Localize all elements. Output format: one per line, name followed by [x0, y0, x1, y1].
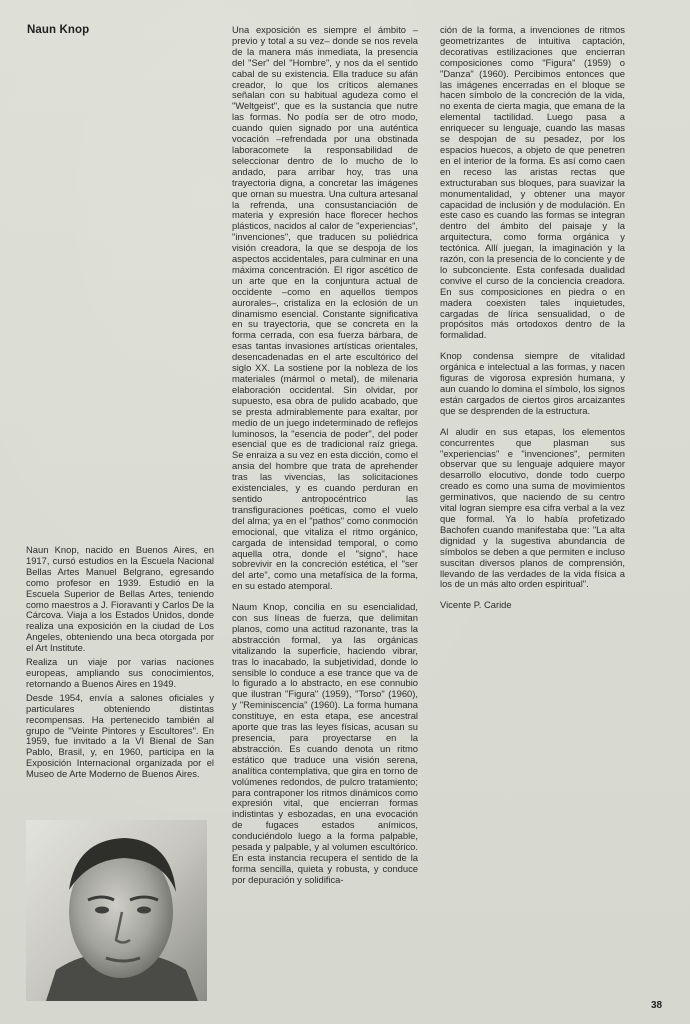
- artist-portrait-photo: [26, 820, 207, 1001]
- bio-paragraph: Naun Knop, nacido en Buenos Aires, en 1917, cursó estudios en la Escuela Nacional Bellas Artes Manuel Belgrano, egresando como profesor en 1939. Estudió en la Escuela Superior de Bellas Artes, teniendo como maestros a J. Fioravanti y Carlos De la Cárcova. Viaja a los Estados Unidos, donde realiza una exposición en la ciudad de Los Angeles, obteniendo una beca otorgada por el Art Institute.: [26, 544, 214, 654]
- body-paragraph: Naum Knop, concilia en su esencialidad, con sus líneas de fuerza, que delimitan planos, como una actitud razonante, tras la abstracción formal, ya las orgánicas vitalizando la superficie, haciendo vibrar, tras lo inacabado, la subjetividad, donde lo sensible lo conduce a ese trance que va de lo figurado a lo abstracto, en ese connubio que ilustran "Figura" (1959), "Torso" (1960), y "Reminiscencia" (1960). La forma humana constituye, en esta etapa, ese ancestral aporte que tras las leyes físicas, acusan su presencia, para proyectarse en la abstracción. Es cuando denota un ritmo estático que traduce una visión serena, analítica contemplativa, que gira en torno de volúmenes redondos, de pulcro tratamiento; para contraponer los ritmos dinámicos como expresión vital, que encierran formas indistintas y esbozadas, en una evocación de fugaces estados anímicos, conduciéndolo luego a la forma palpable, pesada y palpable, y al volumen escultórico. En esta instancia recupera el sentido de la forma sencilla, quieta y robusta, y conduce por depuración y solidifica-: [232, 601, 418, 885]
- portrait-photo-icon: [26, 820, 207, 1001]
- biography-column: [26, 545, 214, 783]
- right-column: [440, 25, 625, 621]
- body-paragraph: Una exposición es siempre el ámbito –previo y total a su vez– donde se nos revela de la manera más inmediata, la presencia del "Ser" del "Hombre", y nos da el sentido cabal de su existencia. Ella traduce su afán creador, lo que los críticos alemanes señalan con su habitual agudeza como el "Weltgeist", que es la sustancia que nutre las formas. No podía ser de otro modo, cuando quien signado por una auténtica vocación –refrendada por una obstinada laboracomete la responsabilidad de seleccionar dentro de lo mucho de lo andado, para arribar hoy, tras una trayectoria digna, a concretar las imágenes que ornan su muestra. Una cultura artesanal la refrenda, una consustanciación de materia y expresión hace florecer hechos plásticos, nacidos al calor de "experiencias", "invenciones", que traducen su poliédrica visión creadora, la que se despoja de los aspectos accidentales, para culminar en una máxima concentración. El rigor ascético de un arte que en la conjuntura actual de occidente –como en aquellos tiempos aurorales–, cristaliza en la eclosión de un dinamismo esencial. Constante significativa en su trayectoria, que se concreta en la forma cerrada, con esa fuerza bárbara, de esas tantas invasiones artísticas orientales, desencadenadas en el arte escultórico del siglo XX. La sostiene por la nobleza de los materiales (mármol o metal), de milenaria elaboración occidental. Sin olvidar, por supuesto, esa obra de pulido acabado, que se presta admirablemente para exaltar, por medio de un juego indeterminado de reflejos luminosos, la "esencia de poder", del poder esencial que es de tradicional raíz griega. Se enraiza a su vez en esta dicción, como el ansia del hombre que trata de aprehender tras las vivencias, las solicitaciones existenciales, y es cuando perduran en sentido antropocéntrico las transfiguraciones poéticas, como el vuelo del alma; ya en el "pathos" como conmoción emocional, que vitaliza el ritmo orgánico, cargada de intensidad temporal, o como aquella otra, donde el "signo", hace sobrevivir en la concreción estética, el "ser del arte", como una metafísica de la forma, en su estado atemporal.: [232, 24, 418, 592]
- bio-paragraph: Realiza un viaje por varias naciones europeas, ampliando sus conocimientos, retornando a Buenos Aires en 1949.: [26, 656, 214, 689]
- author-signature: Vicente P. Caride: [440, 599, 512, 611]
- bio-paragraph: Desde 1954, envía a salones oficiales y particulares obteniendo distintas recompensas. Ha pertenecido también al grupo de "Veinte Pintores y Escultores". En 1959, fue invitado a la VI Bienal de San Pablo, Brasil, y, en 1960, participa en la Exposición Internacional organizada por el Museo de Arte Moderno de Buenos Aires.: [26, 691, 214, 780]
- page-number: 38: [651, 1000, 663, 1011]
- body-paragraph: Knop condensa siempre de vitalidad orgánica e intelectual a las formas, y nacen figuras de vigorosa expresión humana, y aun cuando lo domina el símbolo, los signos están cargados de ciertos giros arcaizantes que se desprenden de la estructura.: [440, 350, 625, 416]
- article-title: Naun Knop: [27, 24, 90, 36]
- body-paragraph: Al aludir en sus etapas, los elementos concurrentes que plasman sus "experiencias" e "invenciones", permiten observar que su lenguaje adquiere mayor desarrollo elocutivo, donde todo cuerpo creado es como una suma de movimientos germinativos, que naciendo de su centro vital logran siempre esa cifra verbal a la vez que formal. Ya lo había profetizado Bachofen cuando manifestaba que: "La alta dignidad y la sugestiva abundancia de símbolos se deben a que permiten e incluso suscitan diversos planos de comprensión, llevando de las verdades de la vida física a los de un más alto orden espiritual".: [440, 425, 625, 590]
- body-paragraph: ción de la forma, a invenciones de ritmos geometrizantes de intuitiva captación, decorativas estilizaciones que encierran composiciones como "Figura" (1959) o "Danza" (1960). Percibimos entonces que las imágenes encerradas en el bloque se hacen símbolo de la concreción de la vida, no exenta de cierta magia, que emana de la elemental tactilidad. Luego pasa a enriquecer su lenguaje, cuando las masas se despojan de su pesadez, por los espacios huecos, a objeto de que penetren en el interior de la forma. Es así como caen en receso las aristas rectas que extructuraban sus bloques, para suavizar la monumentalidad, y obtener una mayor capacidad de inclusión y de modulación. En este caso es cuando las formas se integran dentro del ámbito del paisaje y la arquitectura, como forma orgánica y tectónica. Allí juegan, la imaginación y la razón, con la presencia de lo conciente y de lo subconciente. Esta confesada dualidad convive el curso de la conciencia creadora. En sus composiciones en piedra o en madera coexisten tales inquietudes, cargadas de lírica sensualidad, o de propósitos más ortodoxos dentro de la formalidad.: [440, 24, 625, 341]
- middle-column: [232, 25, 418, 896]
